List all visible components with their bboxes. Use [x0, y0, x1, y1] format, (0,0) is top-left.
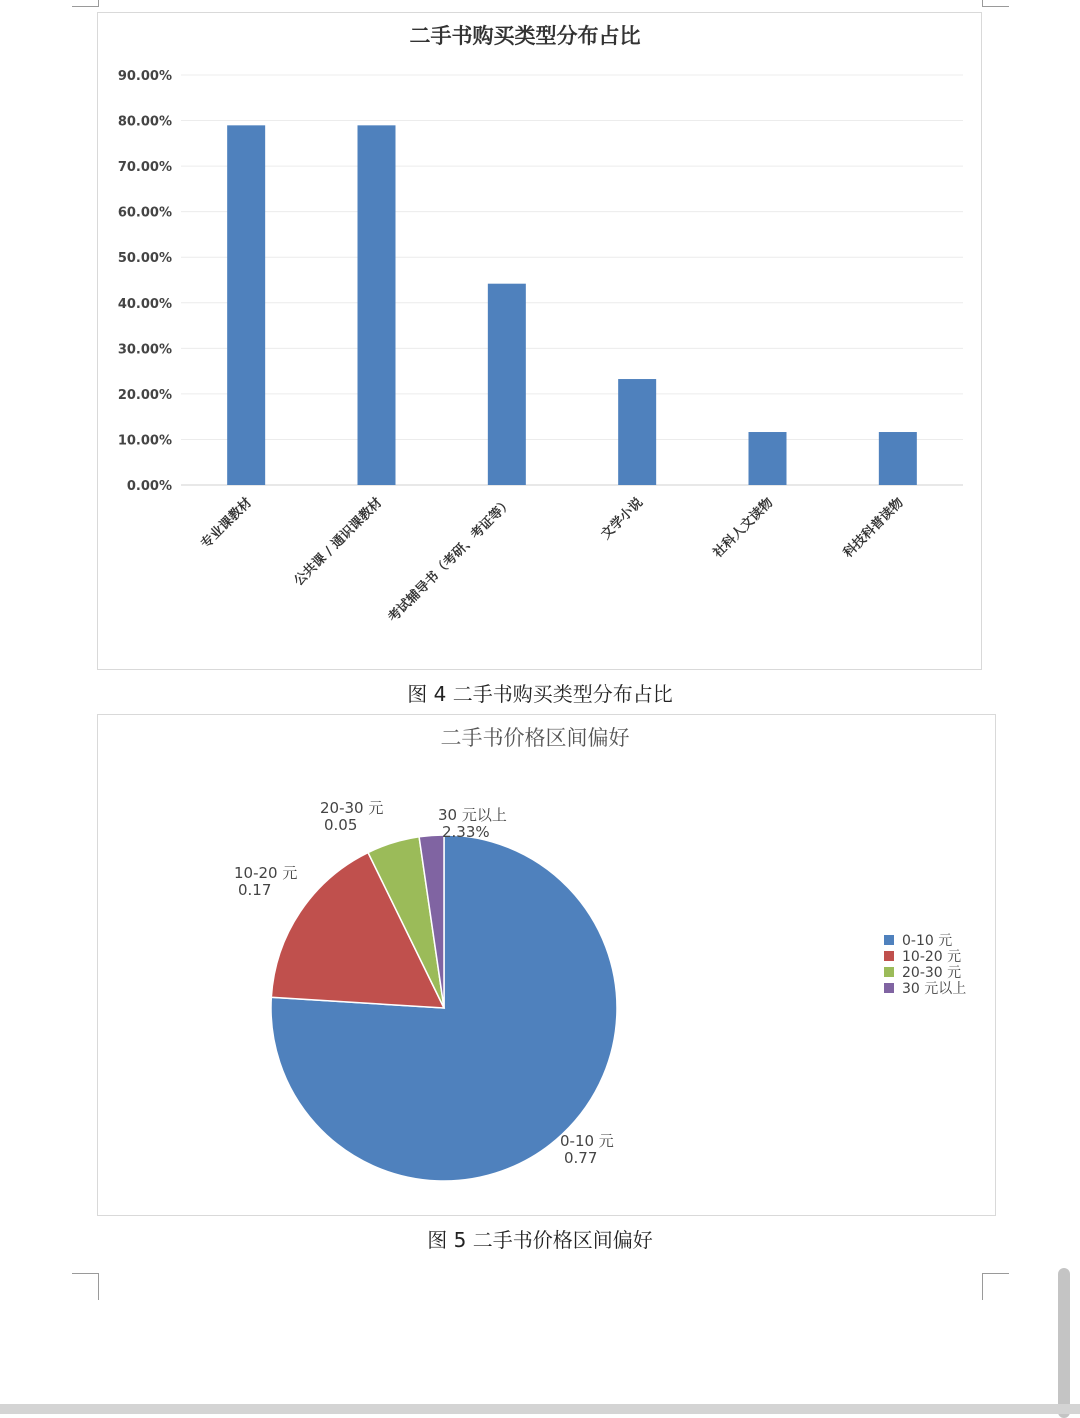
y-tick-label: 60.00% [117, 205, 172, 221]
bar [879, 432, 917, 485]
legend-swatch [884, 951, 894, 961]
bar-chart [98, 13, 981, 669]
y-tick-label: 0.00% [126, 479, 172, 494]
bar [749, 432, 787, 485]
bar-chart-title: 二手书购买类型分布占比 [409, 24, 641, 48]
y-tick-label: 70.00% [117, 160, 172, 176]
pie-chart-frame [97, 714, 996, 1216]
legend-label: 20-30 元 [902, 965, 962, 981]
legend-label: 30 元以上 [902, 981, 967, 997]
y-tick-label: 80.00% [117, 114, 172, 130]
y-tick-label: 50.00% [117, 251, 172, 267]
page-corner-mark [72, 0, 99, 7]
x-tick-label: 考试辅导书（考研、考证等） [385, 495, 516, 626]
page-corner-mark [72, 1273, 99, 1300]
bar-chart-frame [97, 12, 982, 670]
x-tick-label: 文学小说 [598, 495, 646, 543]
pie-slice-value: 0.77 [564, 1149, 598, 1167]
figure-caption: 图 4 二手书购买类型分布占比 [407, 682, 673, 706]
bar [488, 284, 526, 485]
pie-slice-value: 2.33% [442, 823, 490, 841]
x-tick-label: 科技科普读物 [840, 495, 907, 561]
pie-slice-label: 10-20 元 [234, 864, 298, 882]
x-tick-label: 公共课 / 通识课教材 [291, 495, 386, 590]
pie-slice-value: 0.05 [324, 816, 358, 834]
pie-chart-title: 二手书价格区间偏好 [440, 726, 630, 750]
y-tick-label: 30.00% [117, 342, 172, 358]
bar [227, 125, 265, 485]
legend-swatch [884, 967, 894, 977]
pie-slice-value: 0.17 [238, 881, 272, 899]
y-tick-label: 10.00% [117, 433, 172, 449]
pie-slice-label: 30 元以上 [438, 806, 507, 824]
legend-label: 0-10 元 [902, 933, 953, 949]
page-corner-mark [982, 1273, 1009, 1300]
vertical-scrollbar[interactable] [1058, 1268, 1070, 1418]
bar [358, 125, 396, 485]
pie-slice-label: 0-10 元 [560, 1132, 614, 1150]
legend-swatch [884, 983, 894, 993]
pie-chart [98, 715, 995, 1215]
x-tick-label: 专业课教材 [198, 495, 255, 552]
legend-swatch [884, 935, 894, 945]
horizontal-scrollbar[interactable] [0, 1404, 1080, 1414]
y-tick-label: 20.00% [117, 387, 172, 403]
legend-label: 10-20 元 [902, 949, 962, 965]
pie-slice-label: 20-30 元 [320, 799, 384, 817]
figure-caption: 图 5 二手书价格区间偏好 [427, 1228, 653, 1252]
x-tick-label: 社科人文读物 [710, 495, 777, 561]
bar [618, 379, 656, 485]
page-corner-mark [982, 0, 1009, 7]
y-tick-label: 90.00% [117, 69, 172, 84]
y-tick-label: 40.00% [117, 296, 172, 312]
